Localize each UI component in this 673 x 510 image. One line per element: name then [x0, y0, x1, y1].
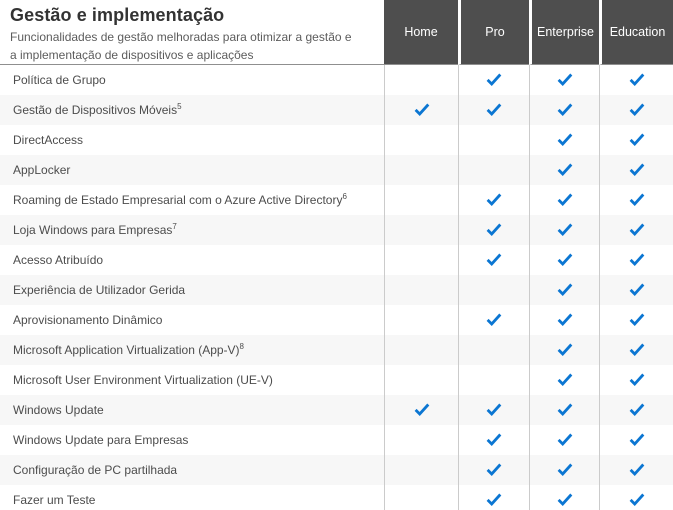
check-icon — [529, 485, 599, 510]
empty-cell — [384, 245, 458, 275]
footnote-ref: 6 — [342, 192, 347, 201]
table-row — [0, 125, 673, 155]
table-row — [0, 65, 673, 95]
table-row — [0, 185, 673, 215]
feature-label: Microsoft Application Virtualization $(App-V)^8$ — [13, 342, 244, 357]
empty-cell — [384, 335, 458, 365]
table-row — [0, 335, 673, 365]
empty-cell — [458, 335, 529, 365]
feature-label: DirectAccess — [13, 133, 84, 147]
check-icon — [529, 395, 599, 425]
table-row — [0, 305, 673, 335]
check-icon — [529, 335, 599, 365]
check-icon — [529, 245, 599, 275]
table-row — [0, 425, 673, 455]
check-icon — [599, 155, 673, 185]
feature-label: Microsoft User Environment Virtualization (UE-V) — [13, 373, 273, 387]
table-row — [0, 95, 673, 125]
empty-cell — [458, 275, 529, 305]
empty-cell — [458, 155, 529, 185]
table-row — [0, 155, 673, 185]
feature-table-body — [0, 65, 673, 510]
table-row — [0, 275, 673, 305]
check-icon — [458, 215, 529, 245]
empty-cell — [384, 485, 458, 510]
check-icon — [529, 455, 599, 485]
section-header — [0, 0, 384, 65]
check-icon — [599, 395, 673, 425]
check-icon — [529, 365, 599, 395]
empty-cell — [384, 125, 458, 155]
check-icon — [458, 245, 529, 275]
empty-cell — [384, 275, 458, 305]
feature-label: Windows Update para Empresas — [13, 433, 189, 447]
page-title: Gestão e implementação — [10, 5, 225, 25]
table-row — [0, 485, 673, 510]
feature-label: Configuração de PC partilhada — [13, 463, 178, 477]
feature-label: Política de Grupo — [13, 73, 106, 87]
empty-cell — [458, 365, 529, 395]
check-icon — [458, 455, 529, 485]
check-icon — [599, 185, 673, 215]
check-icon — [529, 305, 599, 335]
feature-label: Fazer um Teste — [13, 493, 96, 507]
empty-cell — [384, 215, 458, 245]
check-icon — [458, 185, 529, 215]
check-icon — [529, 275, 599, 305]
check-icon — [458, 65, 529, 95]
check-icon — [529, 125, 599, 155]
empty-cell — [384, 365, 458, 395]
check-icon — [599, 485, 673, 510]
check-icon — [599, 335, 673, 365]
check-icon — [599, 425, 673, 455]
check-icon — [599, 125, 673, 155]
check-icon — [458, 395, 529, 425]
edition-header-education: Education — [599, 0, 673, 65]
check-icon — [599, 275, 673, 305]
check-icon — [529, 185, 599, 215]
check-icon — [599, 455, 673, 485]
feature-label: Aprovisionamento Dinâmico — [13, 313, 163, 327]
check-icon — [599, 365, 673, 395]
footnote-ref: 7 — [172, 222, 177, 231]
check-icon — [384, 95, 458, 125]
feature-label: Windows Update — [13, 403, 104, 417]
feature-label: Acesso Atribuído — [13, 253, 104, 267]
check-icon — [599, 95, 673, 125]
check-icon — [529, 425, 599, 455]
feature-label: Experiência de Utilizador Gerida — [13, 283, 186, 297]
check-icon — [458, 485, 529, 510]
check-icon — [599, 65, 673, 95]
check-icon — [529, 215, 599, 245]
edition-header-enterprise: Enterprise — [529, 0, 599, 65]
feature-label: AppLocker — [13, 163, 71, 177]
check-icon — [529, 95, 599, 125]
check-icon — [599, 305, 673, 335]
table-row — [0, 365, 673, 395]
check-icon — [458, 305, 529, 335]
check-icon — [384, 395, 458, 425]
empty-cell — [384, 155, 458, 185]
table-row — [0, 215, 673, 245]
edition-header-pro: Pro — [458, 0, 529, 65]
empty-cell — [384, 455, 458, 485]
check-icon — [599, 215, 673, 245]
check-icon — [458, 425, 529, 455]
table-row — [0, 245, 673, 275]
page-subtitle: Funcionalidades de gestão melhoradas para otimizar a gestão e a implementação de dispositivos e aplicações — [10, 30, 352, 62]
empty-cell — [458, 125, 529, 155]
table-row — [0, 395, 673, 425]
footnote-ref: 8 — [239, 342, 244, 351]
header-row — [0, 0, 673, 65]
feature-label: Loja Windows para Empresas$^7$ — [13, 222, 177, 237]
table-row — [0, 455, 673, 485]
feature-label: Gestão de Dispositivos Móveis$^5$ — [13, 102, 182, 117]
check-icon — [529, 65, 599, 95]
feature-label: Roaming de Estado Empresarial com o Azure Active Directory$^6$ — [13, 192, 347, 207]
edition-header-home: Home — [384, 0, 458, 65]
empty-cell — [384, 425, 458, 455]
footnote-ref: 5 — [177, 102, 182, 111]
check-icon — [529, 155, 599, 185]
empty-cell — [384, 185, 458, 215]
empty-cell — [384, 305, 458, 335]
check-icon — [458, 95, 529, 125]
empty-cell — [384, 65, 458, 95]
check-icon — [599, 245, 673, 275]
